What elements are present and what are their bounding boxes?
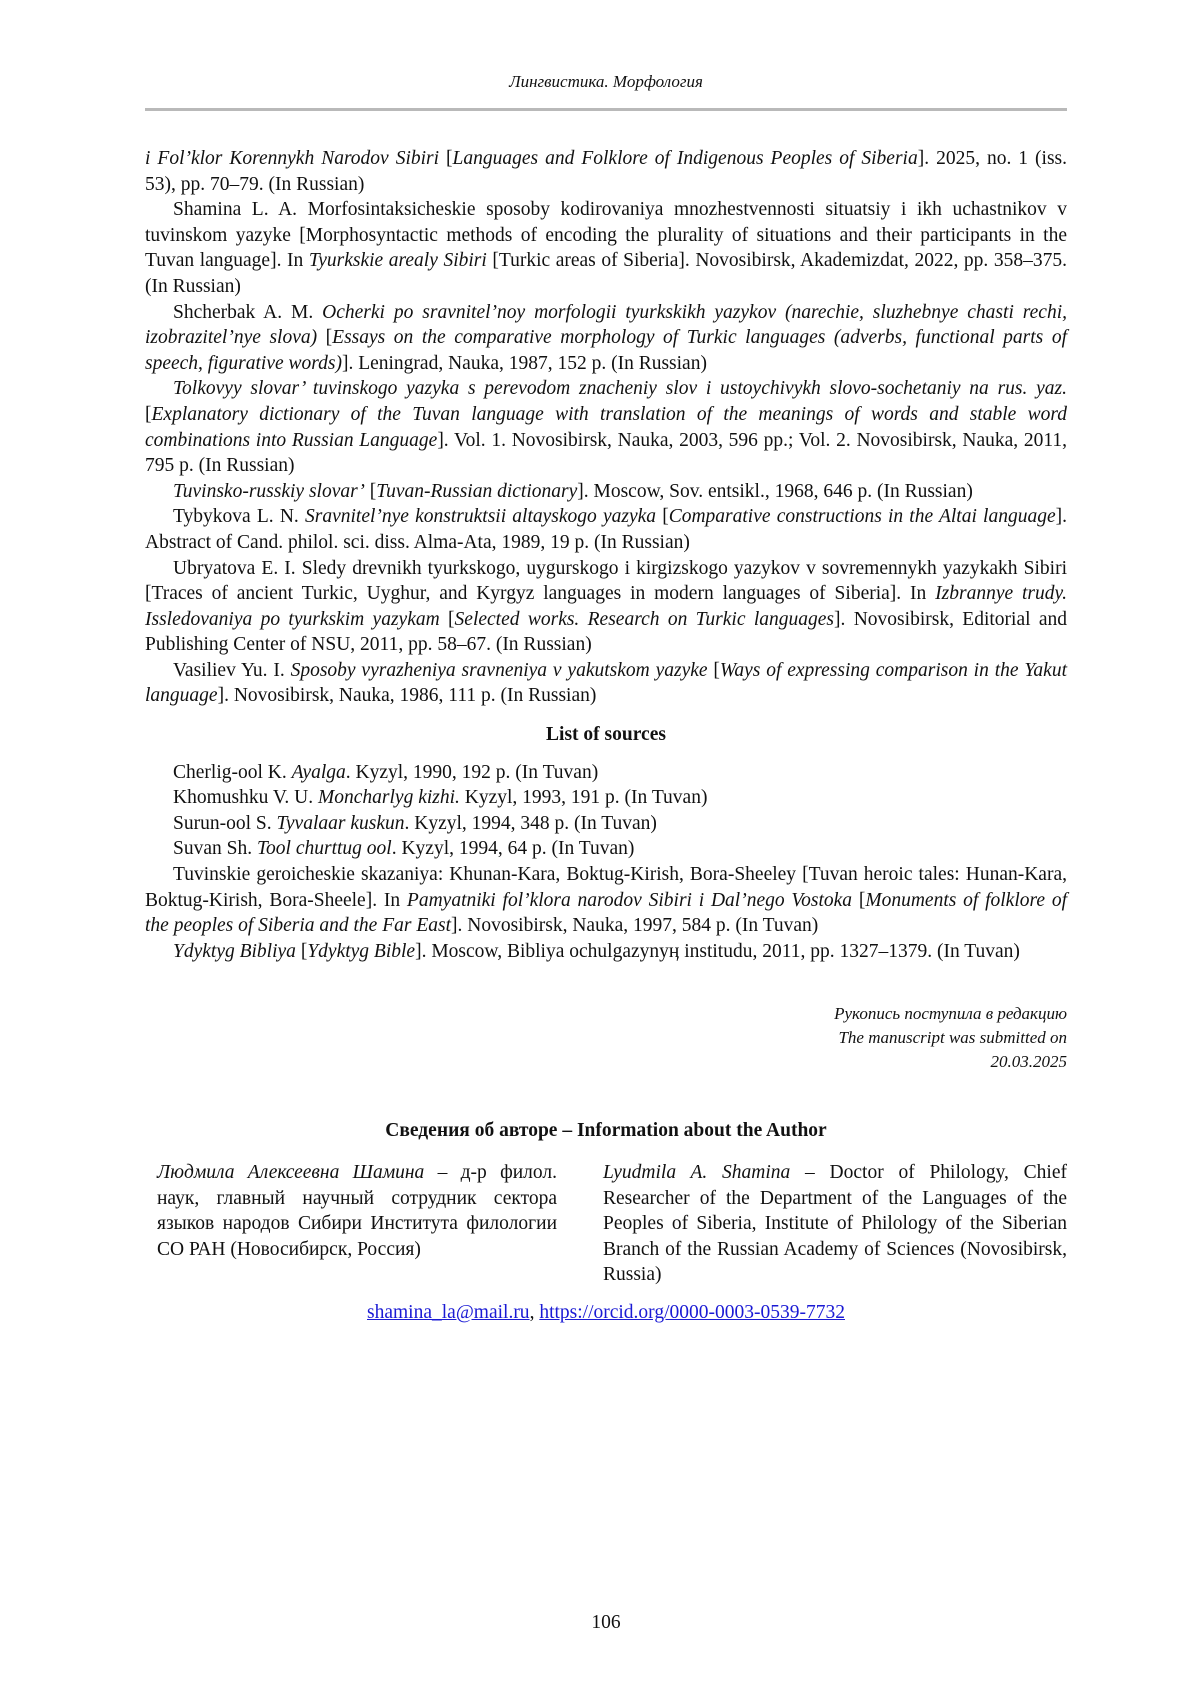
reference-shcherbak	[145, 300, 1067, 377]
reference-text: [	[656, 506, 669, 528]
reference-text: Ocherki po sravnitel’noy morfologii tyurkskikh yazykov (narechie, sluzhebnye chasti rechi, izobrazitel’nye slova)	[145, 301, 1067, 349]
reference-text: Selected works. Research on Turkic languages	[454, 608, 835, 630]
reference-text: Vasiliev Yu. I.	[173, 659, 291, 681]
author-desc-ru: – д-р филол. наук, главный научный сотрудник сектора языков народов Сибири Института филологии СО РАН (Новосибирск, Россия)	[157, 1162, 557, 1260]
reference-text: Ubryatova E. I. Sledy drevnikh tyurkskogo, uygurskogo i kirgizskogo yazykov v sovremennykh yazykakh Sibiri [Traces of ancient Turkic, Uyghur, and Kyrgyz languages in modern languages of Siberia]. In	[145, 557, 1067, 605]
source-surun-ool	[145, 811, 1067, 837]
reference-text: Languages and Folklore of Indigenous Peoples of Siberia	[452, 148, 918, 169]
references-list	[145, 146, 1067, 709]
author-contacts	[145, 1300, 1067, 1326]
author-info-ru	[157, 1160, 557, 1288]
header-rule	[145, 108, 1067, 111]
reference-text: Explanatory dictionary of the Tuvan language with translation of the meanings of words and stable word combinations into Russian Language	[145, 403, 1067, 451]
reference-tybykova	[145, 504, 1067, 555]
reference-text: Tolkovyy slovar’ tuvinskogo yazyka s perevodom znacheniy slov i ustoychivykh slovo-sochetaniy na rus. yaz.	[173, 378, 1067, 400]
source-text: Tuvinskie geroicheskie skazaniya: Khunan-Kara, Boktug-Kirish, Bora-Sheeley [Tuvan heroic tales: Hunan-Kara, Boktug-Kirish, Bora-Sheele]. In	[145, 864, 1067, 911]
reference-text: Shcherbak A. M.	[173, 301, 323, 323]
source-text: Khomushku V. U.	[173, 787, 319, 809]
reference-text: Shamina L. A. Morfosintaksicheskie sposoby kodirovaniya mnozhestvennosti situatsiy i ikh uchastnikov v tuvinskom yazyke [Morphosyntactic methods of encoding the plurality of situations and their participants in the Tuvan language]. In	[145, 199, 1067, 272]
reference-text: [	[439, 608, 455, 630]
email-link[interactable]: shamina_la@mail.ru	[367, 1301, 530, 1323]
reference-text: [	[707, 659, 720, 681]
reference-text: Sposoby vyrazheniya sravneniya v yakutskom yazyke	[290, 659, 708, 681]
source-text: Monuments of folklore of the peoples of Siberia and the Far East	[145, 889, 1067, 937]
source-text: [	[295, 940, 308, 962]
reference-text: [	[317, 327, 333, 349]
running-head: Лингвистика. Морфология	[509, 72, 703, 91]
reference-ubryatova	[145, 556, 1067, 658]
reference-ref-continued	[145, 146, 1067, 197]
reference-text: [	[145, 403, 152, 425]
source-text: Ydyktyg Bibliya	[173, 940, 296, 962]
reference-text: ]. 2025, no. 1 (iss. 53), pp. 70–79. (In Russian)	[145, 148, 1068, 195]
reference-text: Tybykova L. N.	[173, 506, 305, 528]
source-text: Kyzyl, 1993, 191 p. (In Tuvan)	[459, 787, 708, 809]
submission-line-en: The manuscript was submitted on	[838, 1028, 1067, 1048]
reference-shamina	[145, 197, 1067, 299]
sources-list	[145, 760, 1067, 965]
source-text: . Kyzyl, 1994, 64 p. (In Tuvan)	[391, 838, 635, 860]
source-text: Ayalga	[291, 761, 346, 783]
page-body	[145, 146, 1067, 1326]
source-text: Surun-ool S.	[173, 812, 277, 834]
source-text: . Kyzyl, 1994, 348 p. (In Tuvan)	[404, 812, 657, 834]
author-name-ru: Людмила Алексеевна Шамина	[157, 1162, 425, 1183]
reference-text: ]. Abstract of Cand. philol. sci. diss. Alma-Ata, 1989, 19 p. (In Russian)	[145, 506, 1067, 553]
author-info-en	[603, 1160, 1067, 1288]
source-text: Tyvalaar kuskun	[276, 812, 405, 834]
source-text: Cherlig-ool K.	[173, 761, 292, 783]
reference-tuvinsko-russkiy	[145, 479, 1067, 505]
author-info	[145, 1160, 1067, 1288]
reference-text: [	[439, 148, 453, 169]
source-text: Pamyatniki fol’klora narodov Sibiri i Dal’nego Vostoka	[406, 889, 853, 911]
reference-text: Ways of expressing comparison in the Yakut language	[145, 659, 1067, 707]
reference-text: i Fol’klor Korennykh Narodov Sibiri	[145, 148, 440, 169]
reference-text: Comparative constructions in the Altai language	[668, 506, 1056, 528]
reference-text: Tuvinsko-russkiy slovar’	[173, 480, 365, 502]
reference-text: Tuvan-Russian dictionary	[376, 480, 578, 502]
sources-title: List of sources	[546, 724, 666, 746]
source-text: Moncharlyg kizhi.	[318, 787, 460, 809]
submission-date: 20.03.2025	[990, 1052, 1067, 1072]
source-text: Ydyktyg Bible	[307, 940, 416, 962]
author-name-en: Lyudmila A. Shamina	[603, 1162, 791, 1183]
source-text: . Kyzyl, 1990, 192 p. (In Tuvan)	[345, 761, 599, 783]
source-cherlig-ool	[145, 760, 1067, 786]
page-number: 106	[591, 1612, 621, 1633]
submission-note	[145, 1002, 1067, 1074]
source-tuvinskie	[145, 862, 1067, 939]
submission-line-ru: Рукопись поступила в редакцию	[834, 1004, 1067, 1024]
reference-text: ]. Vol. 1. Novosibirsk, Nauka, 2003, 596 pp.; Vol. 2. Novosibirsk, Nauka, 2011, 795 p. (In Russian)	[145, 429, 1068, 477]
orcid-link[interactable]: https://orcid.org/0000-0003-0539-7732	[539, 1301, 845, 1323]
reference-text: ]. Novosibirsk, Nauka, 1986, 111 p. (In Russian)	[217, 685, 597, 707]
reference-text: Izbrannye trudy. Issledovaniya po tyurkskim yazykam	[145, 583, 1067, 630]
reference-text: Sravnitel’nye konstruktsii altayskogo yazyka	[304, 506, 657, 528]
source-text: ]. Moscow, Bibliya ochulgazynyӊ institudu, 2011, pp. 1327–1379. (In Tuvan)	[415, 940, 1020, 962]
source-ydyktyg	[145, 939, 1067, 965]
reference-text: ]. Leningrad, Nauka, 1987, 152 p. (In Russian)	[341, 352, 707, 374]
author-heading: Сведения об авторе – Information about the Author	[385, 1120, 827, 1142]
source-suvan	[145, 836, 1067, 862]
reference-text: Essays on the comparative morphology of Turkic languages (adverbs, functional parts of speech, figurative words)	[145, 327, 1067, 374]
source-text: Suvan Sh.	[173, 838, 257, 860]
reference-text: ]. Moscow, Sov. entsikl., 1968, 646 p. (In Russian)	[577, 480, 973, 502]
source-text: ]. Novosibirsk, Nauka, 1997, 584 p. (In Tuvan)	[451, 915, 819, 937]
reference-vasiliev	[145, 658, 1067, 709]
source-khomushku	[145, 785, 1067, 811]
reference-text: Tyurkskie arealy Sibiri	[308, 250, 487, 272]
reference-tolkovyy	[145, 376, 1067, 478]
source-text: Tool churttug ool	[256, 838, 392, 860]
reference-text: [	[364, 480, 377, 502]
author-desc-en: – Doctor of Philology, Chief Researcher of the Department of the Languages of the Peoples of Siberia, Institute of Philology of the Siberian Branch of the Russian Academy of Sciences (Novosibirsk, Russia)	[603, 1162, 1068, 1286]
source-text: [	[852, 889, 866, 911]
reference-text: [Turkic areas of Siberia]. Novosibirsk, Akademizdat, 2022, pp. 358–375. (In Russian)	[145, 250, 1067, 297]
contacts-separator: ,	[529, 1301, 540, 1323]
reference-text: ]. Novosibirsk, Editorial and Publishing Center of NSU, 2011, pp. 58–67. (In Russian)	[145, 608, 1068, 656]
